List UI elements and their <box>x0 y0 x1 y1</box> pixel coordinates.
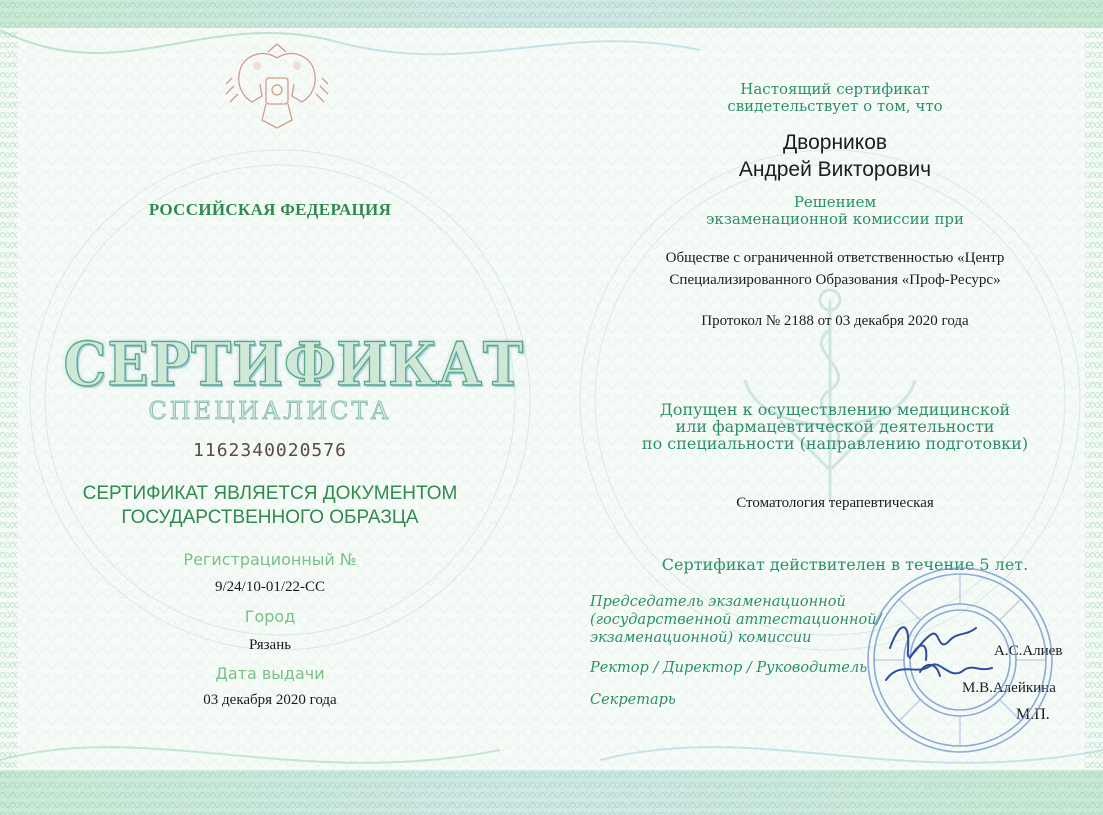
handwritten-signatures <box>880 610 1000 700</box>
intro-line-1: Настоящий сертификат <box>740 80 930 98</box>
state-document-line-1: СЕРТИФИКАТ ЯВЛЯЕТСЯ ДОКУМЕНТОМ <box>82 483 458 504</box>
registration-label: Регистрационный № <box>183 550 357 569</box>
issue-date-value: 03 декабря 2020 года <box>203 692 337 708</box>
rector-name: М.В.Алейкина <box>962 680 1056 696</box>
validity-line: Сертификат действителен в течение 5 лет. <box>661 555 1029 574</box>
issue-date-label: Дата выдачи <box>215 664 325 683</box>
organization-line-2: Специализированного Образования «Проф-Ресурс» <box>669 272 1001 288</box>
decision-line-2: экзаменационной комиссии при <box>705 210 965 228</box>
secretary-label: Секретарь <box>590 692 676 708</box>
rector-label: Ректор / Директор / Руководитель <box>590 660 868 676</box>
decision-line-1: Решением <box>793 193 877 211</box>
protocol-line: Протокол № 2188 от 03 декабря 2020 года <box>701 313 969 329</box>
state-document-line-2: ГОСУДАРСТВЕННОГО ОБРАЗЦА <box>121 507 419 528</box>
certificate-title: СЕРТИФИКАТ <box>63 330 524 400</box>
city-value: Рязань <box>248 637 292 653</box>
serial-number: 1162340020576 <box>193 440 347 461</box>
certificate-subtitle: СПЕЦИАЛИСТА <box>148 397 392 425</box>
double-headed-eagle-icon <box>222 38 332 138</box>
holder-given-names: Андрей Викторович <box>738 158 932 181</box>
specialty-value: Стоматология терапевтическая <box>736 495 934 511</box>
chairman-name: А.С.Алиев <box>994 643 1063 659</box>
chairman-line-3: экзаменационной) комиссии <box>590 630 812 646</box>
seal-place-label: М.П. <box>1016 706 1050 723</box>
admission-line-1: Допущен к осуществлению медицинской <box>659 400 1011 419</box>
chairman-line-1: Председатель экзаменационной <box>590 594 846 610</box>
organization-line-1: Обществе с ограниченной ответственностью «Центр <box>665 250 1005 266</box>
holder-surname: Дворников <box>782 131 888 154</box>
registration-value: 9/24/10-01/22-СС <box>214 579 325 595</box>
city-label: Город <box>244 607 296 626</box>
admission-line-2: или фармацевтической деятельности <box>675 417 995 436</box>
intro-line-2: свидетельствует о том, что <box>727 97 943 115</box>
admission-line-3: по специальности (направлению подготовки) <box>641 434 1029 453</box>
chairman-line-2: (государственной аттестационной/ <box>590 612 882 628</box>
country-name: РОССИЙСКАЯ ФЕДЕРАЦИЯ <box>148 200 392 219</box>
